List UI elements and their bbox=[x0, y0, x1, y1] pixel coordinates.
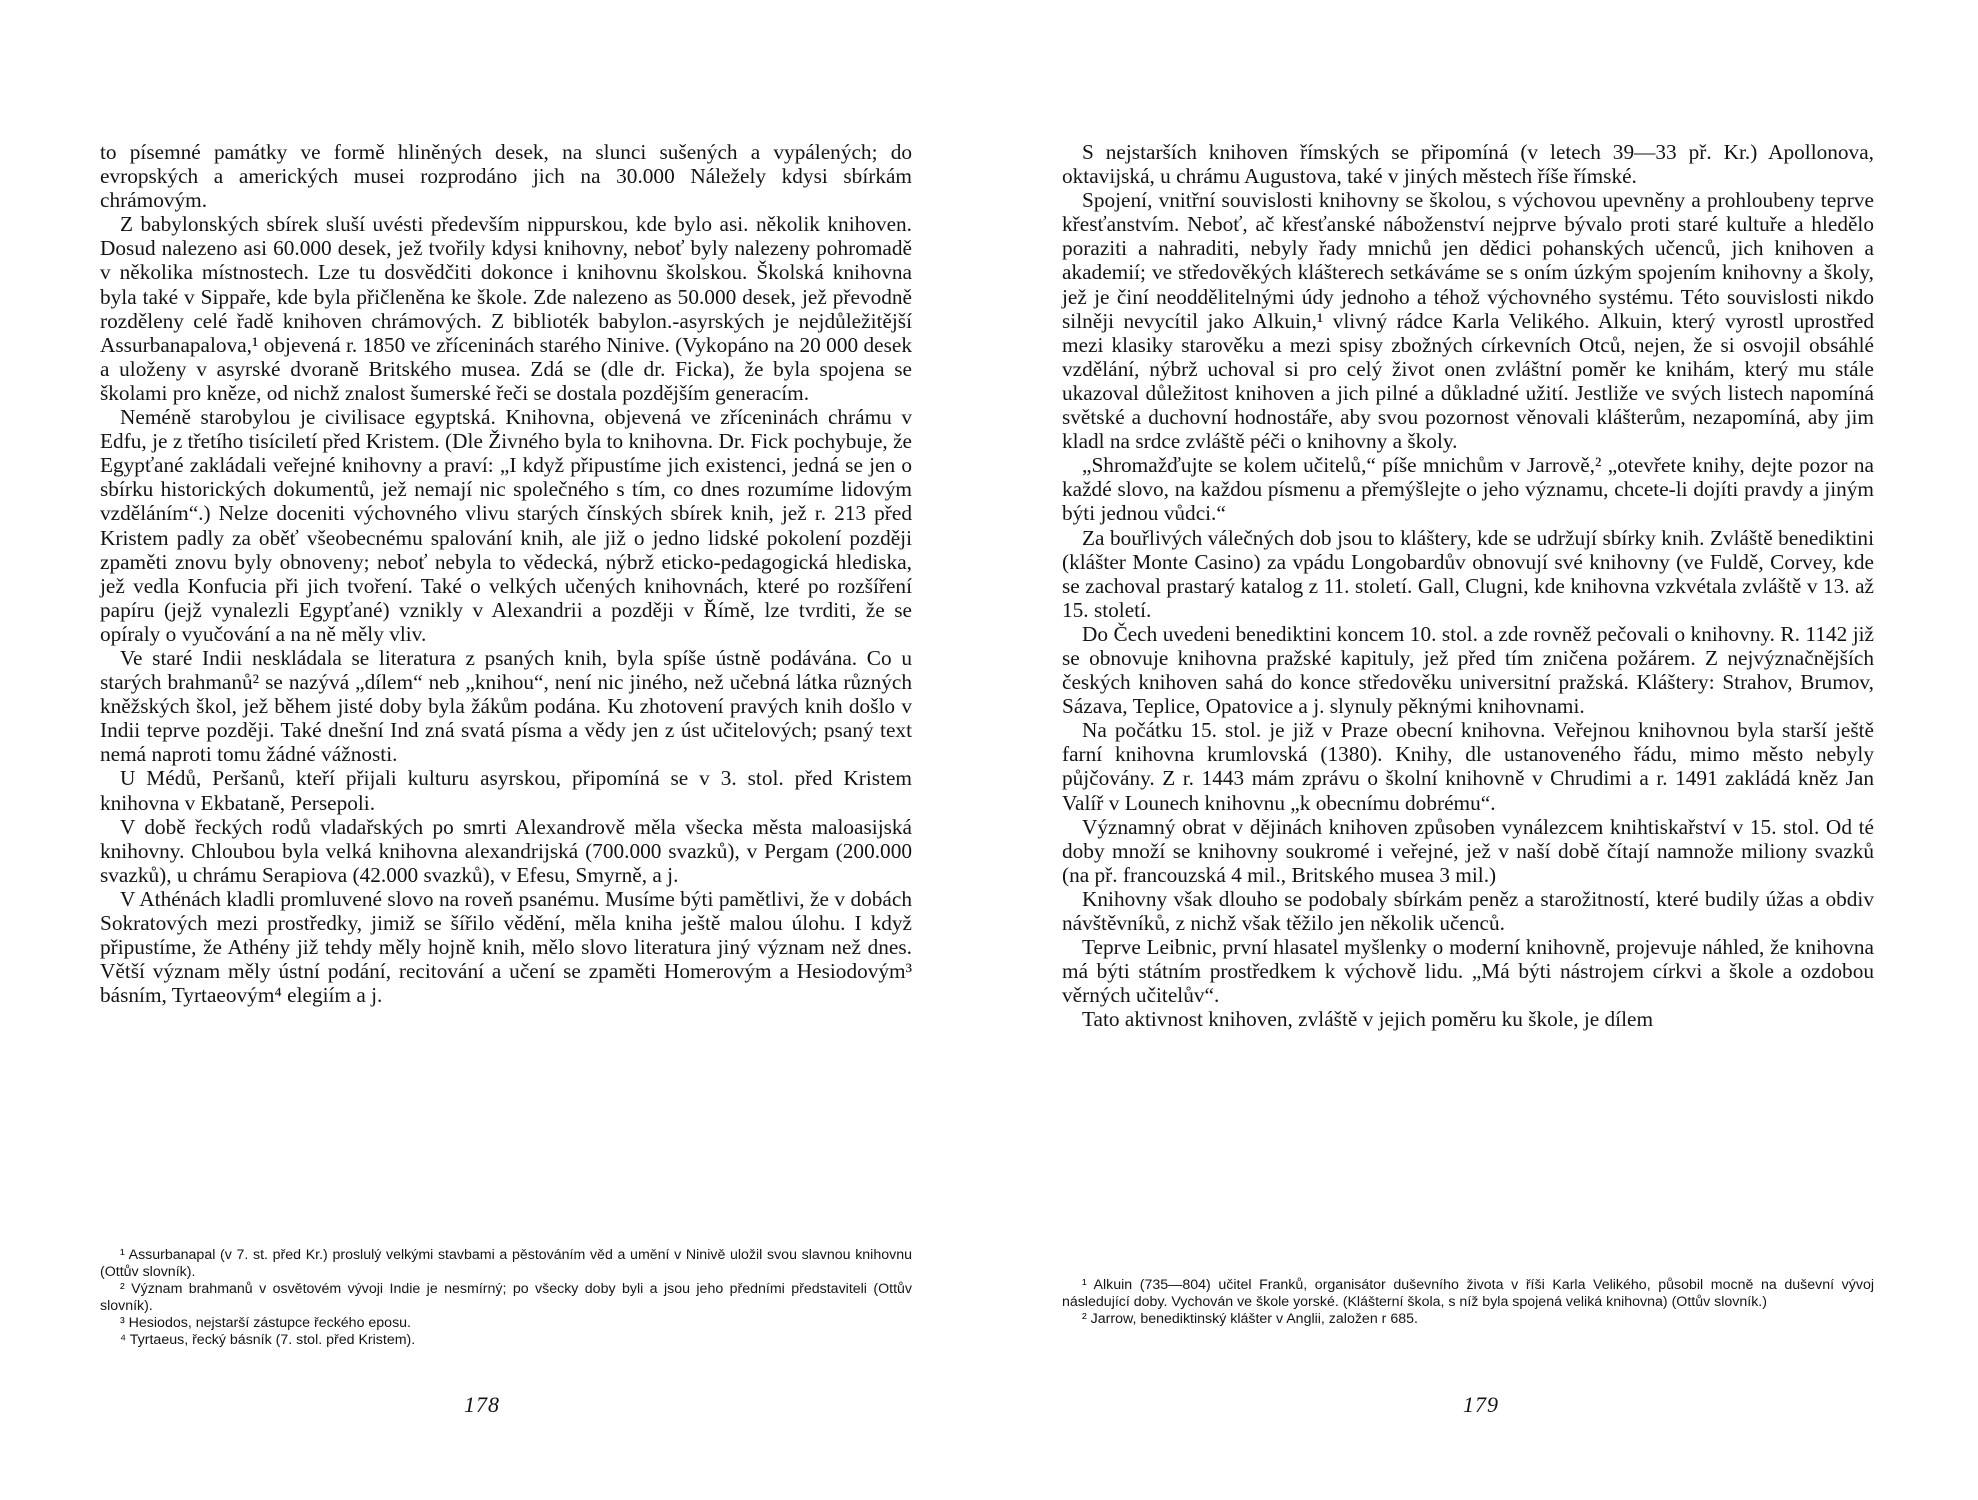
footnote: ⁴ Tyrtaeus, řecký básník (7. stol. před Kristem). bbox=[120, 1332, 416, 1348]
paragraph: Významný obrat v dějinách knihoven způsoben vynálezcem knihtiskařství v 15. stol. Od té doby množí se knihovny soukromé i veřejné, jež v naší době čítají namnože miliony svazků (na př. francouzská 4 mil., Britského musea 3 mil.) bbox=[1062, 814, 1874, 887]
paragraph: Ve staré Indii neskládala se literatura z psaných knih, byla spíše ústně podávána. Co u starých brahmanů² se nazývá „dílem“ neb „knihou“, není nic jiného, než učebná látka různých kněžských škol, jež během jisté doby byla žákům podána. Ku zhotovení pravých knih došlo v Indii teprve později. Také dnešní Ind zná svatá písma a vědy jen z úst učitelových; psaný text nemá naproti tomu žádné vážnosti. bbox=[100, 645, 912, 767]
left-page-text bbox=[100, 140, 912, 1007]
paragraph: Z babylonských sbírek sluší uvésti především nippurskou, kde bylo asi. několik knihoven. Dosud nalezeno asi 60.000 desek, jež tvořily kdysi knihovny, neboť byly nalezeny pohromadě v několika místnostech. Lze tu dosvědčiti dokonce i knihovnu školskou. Školská knihovna byla také v Sippaře, kde byla přičleněna ke škole. Zde nalezeno as 50.000 desek, jež převodně rozděleny celé řadě knihoven chrámových. Z biblioték babylon.-asyrských je nejdůležitější Assurbanapalova,¹ objevená r. 1850 ve zříceninách starého Ninive. (Vykopáno na 20 000 desek a uloženy v asyrské dvoraně Britského musea. Zdá se (dle dr. Ficka), že byla spojena se školami pro kněze, od nichž znalost šumerské řeči se dostala pozdějším generacím. bbox=[100, 212, 912, 405]
paragraph: S nejstarších knihoven římských se připomíná (v letech 39—33 př. Kr.) Apollonova, oktavijská, u chrámu Augustova, také v jiných městech říše římské. bbox=[1062, 140, 1874, 189]
page-number: 178 bbox=[464, 1392, 500, 1417]
right-footnotes bbox=[1062, 1277, 1874, 1328]
footnote: ¹ Alkuin (735—804) učitel Franků, organisátor duševního života v říši Karla Velikého, působil mocně na duševní vývoj následující doby. Vychován ve škole yorské. (Klášterní škola, s níž byla spojená veliká knihovna) (Ottův slovník.) bbox=[1062, 1277, 1874, 1310]
page-number: 179 bbox=[1463, 1392, 1499, 1417]
footnote: ³ Hesiodos, nejstarší zástupce řeckého eposu. bbox=[120, 1315, 411, 1331]
paragraph: Neméně starobylou je civilisace egyptská. Knihovna, objevená ve zříceninách chrámu v Edfu, je z třetího tisíciletí před Kristem. (Dle Živného byla to knihovna. Dr. Fick pochybuje, že Egypťané zakládali veřejné knihovny a praví: „I když připustíme jich existenci, jedná se jen o sbírku historických dokumentů, jež nemají nic společného s tím, co dnes rozumíme lidovým vzděláním“.) Nelze doceniti výchovného vlivu starých čínských sbírek knih, jež r. 213 před Kristem padly za oběť všeobecnému spalování knih, ale již o jedno lidské pokolení později zpaměti znovu byly obnoveny; neboť nebyla to vědecká, nýbrž eticko-pedagogická hlediska, jež vedla Konfucia při jich tvoření. Také o velkých učených knihovnách, které po rozšíření papíru (jejž vynalezli Egypťané) vznikly v Alexandrii a později v Římě, lze tvrditi, že se opíraly o vyučování a na ně měly vliv. bbox=[100, 405, 912, 646]
paragraph: Teprve Leibnic, první hlasatel myšlenky o moderní knihovně, projevuje náhled, že knihovna má býti státním prostředkem k výchově lidu. „Má býti nástrojem církvi a škole a ozdobou věrných učitelův“. bbox=[1062, 935, 1874, 1008]
paragraph: „Shromažďujte se kolem učitelů,“ píše mnichům v Jarrově,² „otevřete knihy, dejte pozor na každé slovo, na každou písmenu a přemýšlejte o jeho významu, chcete-li dojíti pravdy a jiným býti jednou vůdci.“ bbox=[1062, 453, 1874, 526]
paragraph: to písemné památky ve formě hliněných desek, na slunci sušených a vypálených; do evropských a amerických musei rozprodáno jich na 30.000 Náležely kdysi sbírkám chrámovým. bbox=[100, 140, 912, 213]
left-footnotes bbox=[100, 1247, 912, 1349]
paragraph: Knihovny však dlouho se podobaly sbírkám peněz a starožitností, které budily úžas a obdiv návštěvníků, z nichž však těžilo jen několik učenců. bbox=[1062, 886, 1874, 935]
paragraph: V době řeckých rodů vladařských po smrti Alexandrově měla všecka města maloasijská knihovny. Chloubou byla velká knihovna alexandrijská (700.000 svazků), v Pergam (200.000 svazků), u chrámu Serapiova (42.000 svazků), v Efesu, Smyrně, a j. bbox=[100, 814, 912, 887]
paragraph: Na počátku 15. stol. je již v Praze obecní knihovna. Veřejnou knihovnou byla starší ještě farní knihovna krumlovská (1380). Knihy, dle ustanoveného řádu, mimo město nebyly půjčovány. Z r. 1443 mám zprávu o školní knihovně v Chrudimi a r. 1491 zakládá kněz Jan Valíř v Lounech knihovnu „k obecnímu dobrému“. bbox=[1062, 718, 1874, 815]
paragraph: Do Čech uvedeni benediktini koncem 10. stol. a zde rovněž pečovali o knihovny. R. 1142 již se obnovuje knihovna pražské kapituly, jež před tím zničena požárem. Z nejvýznačnějších českých knihoven sahá do konce středověku universitní pražská. Kláštery: Strahov, Brumov, Sázava, Teplice, Opatovice a j. slynuly pěknými knihovnami. bbox=[1062, 621, 1874, 719]
right-page-text bbox=[1062, 140, 1874, 1031]
footnote: ² Význam brahmanů v osvětovém vývoji Indie je nesmírný; po všecky doby byli a jsou jeho předními představiteli (Ottův slovník). bbox=[100, 1281, 912, 1314]
paragraph: Za bouřlivých válečných dob jsou to kláštery, kde se udržují sbírky knih. Zvláště benediktini (klášter Monte Casino) za vpádu Longobardův obnovují své knihovny (ve Fuldě, Corvey, kde se zachoval prastarý katalog z 11. století. Gall, Clugni, kde knihovna vzkvétala zvláště v 13. až 15. století. bbox=[1062, 525, 1874, 622]
footnote: ¹ Assurbanapal (v 7. st. před Kr.) proslulý velkými stavbami a pěstováním věd a umění v Ninivě uložil svou slavnou knihovnu (Ottův slovník). bbox=[100, 1247, 912, 1280]
paragraph: V Athénách kladli promluvené slovo na roveň psanému. Musíme býti pamětlivi, že v dobách Sokratových mezi prostředky, jimiž se šířilo vědění, měla kniha ještě malou úlohu. I když připustíme, že Athény již tehdy měly hojně knih, mělo slovo literatura jiný význam než dnes. Větší význam měly ústní podání, recitování a učení se zpaměti Homerovým a Hesiodovým³ básním, Tyrtaeovým⁴ elegiím a j. bbox=[100, 886, 912, 1008]
paragraph: Tato aktivnost knihoven, zvláště v jejich poměru ku škole, je dílem bbox=[1082, 1007, 1654, 1032]
footnote: ² Jarrow, benediktinský klášter v Anglii, založen r 685. bbox=[1082, 1311, 1418, 1327]
paragraph: Spojení, vnitřní souvislosti knihovny se školou, s výchovou upevněny a prohloubeny teprve křesťanstvím. Neboť, ač křesťanské náboženství nejprve bývalo proti staré kultuře a hledělo poraziti a nahraditi, nebyly řady mnichů jen dědici pohanských učenců, jich knihoven a akademií; ve středověkých klášterech setkáváme se s oním úzkým spojením knihovny a školy, jež je činí neoddělitelnými údy jednoho a téhož výchovného systému. Této souvislosti nikdo silněji nevycítil jako Alkuin,¹ vlivný rádce Karla Velikého. Alkuin, který vyrostl uprostřed mezi klasiky starověku a mezi spisy zbožných církevních Otců, nejen, že si osvojil obsáhlé vzdělání, nýbrž uchoval si pro celý život onen zvláštní poměr ke knihám, který mu stále ukazoval důležitost knihoven a jich pilné a důkladné užití. Jestliže ve svých listech napomíná světské a duchovní hodnostáře, aby svou pozornost věnovali klášterům, nezapomíná, aby jim kladl na srdce zvláště péči o knihovny a školy. bbox=[1062, 188, 1874, 454]
right-page bbox=[989, 0, 1978, 1500]
paragraph: U Médů, Peršanů, kteří přijali kulturu asyrskou, připomíná se v 3. stol. před Kristem knihovna v Ekbataně, Persepoli. bbox=[100, 766, 912, 815]
